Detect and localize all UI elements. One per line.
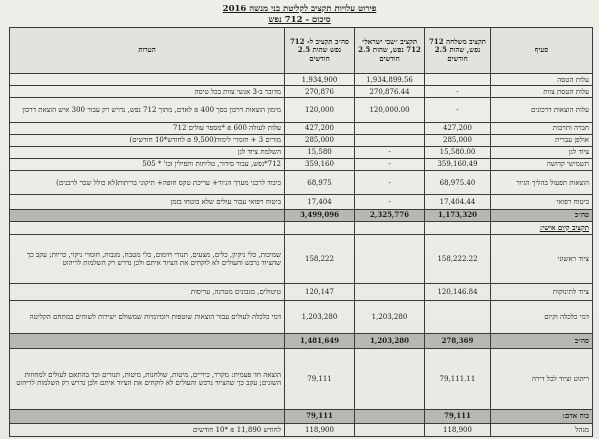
section-label: תקציב קיום אישי: bbox=[491, 221, 593, 234]
cell-item: הוצאות תפעול בהליך הגיור bbox=[491, 171, 593, 195]
cell-notes: דמי כלכלה לעולים עבור הוצאות שוטפות ויומיומיות שמשולם ישירות לשוהים במתחם הקליטה bbox=[10, 301, 285, 334]
cell-gov: 285,000 bbox=[425, 134, 491, 146]
subtotal-row bbox=[10, 334, 593, 348]
subtotal-notes bbox=[10, 410, 285, 423]
cell-shavei: 1,934,899.56 bbox=[355, 74, 425, 86]
document-title: פירוט עלויות תקציב לקליטת בני מנשה 2016 bbox=[222, 4, 377, 14]
cell-total: 79,111 bbox=[285, 348, 355, 410]
table-row bbox=[10, 86, 593, 98]
cell-gov bbox=[425, 301, 491, 334]
cell-item: חברה ותרבות bbox=[491, 122, 593, 134]
cell-item: ציוד לגן bbox=[491, 146, 593, 158]
cell-item: עלות הוצאות דרכונים bbox=[491, 98, 593, 122]
cell-gov: 118,900 bbox=[425, 423, 491, 436]
cell-notes bbox=[10, 74, 285, 86]
cell-notes: טיטולים, מגבונים מטרנה, עריסות bbox=[10, 283, 285, 301]
table-row bbox=[10, 122, 593, 134]
cell-shavei: 1,203,280 bbox=[355, 301, 425, 334]
cell-total: 68,975 bbox=[285, 171, 355, 195]
cell-total: 1,203,280 bbox=[285, 301, 355, 334]
subtotal-label: סה״כ bbox=[491, 209, 593, 221]
cell-gov: 15,580.00 bbox=[425, 146, 491, 158]
cell-notes: מורים 3 + חומרי לימוד(9,500 ₪ לחודש*10 חודשים) bbox=[10, 134, 285, 146]
section-header-row bbox=[10, 221, 593, 234]
cell-total: 1,934,900 bbox=[285, 74, 355, 86]
subtotal-notes bbox=[10, 209, 285, 221]
table-row bbox=[10, 134, 593, 146]
cell-total: 120,147 bbox=[285, 283, 355, 301]
cell-shavei bbox=[355, 423, 425, 436]
table-row bbox=[10, 158, 593, 170]
subtotal-shavei: 2,325,776 bbox=[355, 209, 425, 221]
cell-gov: 68,975.40 bbox=[425, 171, 491, 195]
subtotal-total: 79,111 bbox=[285, 410, 355, 423]
cell-shavei: - bbox=[355, 146, 425, 158]
header-gov: תקציב משלחה 712 נפש, שהות 2.5 חודשים bbox=[425, 28, 491, 74]
subtotal-shavei: 1,203,280 bbox=[355, 334, 425, 348]
cell-gov: 359,160.49 bbox=[425, 158, 491, 170]
table-row bbox=[10, 146, 593, 158]
cell-notes: הוצאה חד פעמית: מקרר, כיריים, מיטות, שולחנות, מיטות, תנורים וכד בהתאם לעולים למחוזות השונים; עקב כך שהציוד נרכש והעולים לא לוקחים את הציוד איתם ולכן נדרש רק השלמות לריהוט bbox=[10, 348, 285, 410]
cell-notes: לחודש 11,890 ₪ *10 חודשים bbox=[10, 423, 285, 436]
subtotal-row bbox=[10, 410, 593, 423]
cell-gov: 17,404.44 bbox=[425, 195, 491, 209]
cell-total: 118,900 bbox=[285, 423, 355, 436]
table-row bbox=[10, 283, 593, 301]
cell-total: 15,580 bbox=[285, 146, 355, 158]
cell-notes: ביטוח רפואי עבור עולים שלא בוטחו בזמן bbox=[10, 195, 285, 209]
cell-notes: מימון הוצאות דרכון בסך 400 ₪ לאדם, מתוך 712 נפש, נדרש רק עבור 300 איש הוצאת דרכון bbox=[10, 98, 285, 122]
table-header-row bbox=[10, 28, 593, 74]
cell-shavei: - bbox=[355, 158, 425, 170]
subtotal-total: 1,481,649 bbox=[285, 334, 355, 348]
cell-total: 270,876 bbox=[285, 86, 355, 98]
cell-shavei bbox=[355, 348, 425, 410]
budget-table bbox=[9, 27, 593, 437]
cell-shavei: - bbox=[355, 195, 425, 209]
cell-item: ריהוט וציוד לכל דירה bbox=[491, 348, 593, 410]
subtotal-shavei bbox=[355, 410, 425, 423]
cell-shavei: 270,876.44 bbox=[355, 86, 425, 98]
subtotal-label: סה״כ bbox=[491, 334, 593, 348]
table-row bbox=[10, 234, 593, 283]
cell-gov: 120,146.84 bbox=[425, 283, 491, 301]
document-subtitle: סיכום - 712 נפש bbox=[268, 15, 331, 25]
cell-notes: 712*נפש, עבור סידור, טליתות ותפילין וכו' * 505 bbox=[10, 158, 285, 170]
table-row bbox=[10, 195, 593, 209]
cell-item: ציוד לתינוקות bbox=[491, 283, 593, 301]
cell-item: מנהל bbox=[491, 423, 593, 436]
table-row bbox=[10, 74, 593, 86]
cell-notes: מדובר ב-3 אנשי צוות בכל טיסה bbox=[10, 86, 285, 98]
cell-shavei bbox=[355, 283, 425, 301]
cell-item: דמי כלכלה וקיום bbox=[491, 301, 593, 334]
cell-item: ביטוח רפואי bbox=[491, 195, 593, 209]
cell-shavei bbox=[355, 234, 425, 283]
subtotal-row bbox=[10, 209, 593, 221]
cell-shavei bbox=[355, 134, 425, 146]
cell-gov: 427,200 bbox=[425, 122, 491, 134]
cell-notes: השלמת ציוד לגן bbox=[10, 146, 285, 158]
cell-total: 427,200 bbox=[285, 122, 355, 134]
header-total: סה״כ תקציב ל- 712 נפש שהות 2.5 חודשים bbox=[285, 28, 355, 74]
subtotal-gov: 278,369 bbox=[425, 334, 491, 348]
cell-notes: כיבוד לרבני מערך הגיור+ עריכת טקס חופה+ תיקוני בריתות(לא כולל שכר לרבנים) bbox=[10, 171, 285, 195]
cell-gov: 79,111.11 bbox=[425, 348, 491, 410]
cell-item: עלות הטסה bbox=[491, 74, 593, 86]
cell-total: 285,000 bbox=[285, 134, 355, 146]
table-row bbox=[10, 171, 593, 195]
cell-shavei bbox=[355, 122, 425, 134]
header-item: סעיף bbox=[491, 28, 593, 74]
table-row bbox=[10, 348, 593, 410]
header-shavei: תקציב ״שבי ישראל״ 712 נפש, שהות 2.5 חודשים bbox=[355, 28, 425, 74]
subtotal-gov: 79,111 bbox=[425, 410, 491, 423]
cell-gov bbox=[425, 74, 491, 86]
cell-shavei: - bbox=[355, 171, 425, 195]
cell-gov: - bbox=[425, 98, 491, 122]
cell-notes: עלות לעולה 600 ₪ *מספר עולים 712 bbox=[10, 122, 285, 134]
cell-item: עלות הטסת צוות bbox=[491, 86, 593, 98]
cell-gov: - bbox=[425, 86, 491, 98]
cell-notes: שמיכות, כלי ניקיון, כלים, מצעים, תנורי חימום, כלי מטבח, מגבות, חומרי ניקוי, כריות; עקב כך שהציוד נרכש והעולים לא לוקחים את הציוד איתם ולכן נדרש רק השלמות לריהוט bbox=[10, 234, 285, 283]
cell-item: ציוד ראשוני bbox=[491, 234, 593, 283]
cell-gov: 158,222.22 bbox=[425, 234, 491, 283]
cell-total: 359,160 bbox=[285, 158, 355, 170]
cell-total: 120,000 bbox=[285, 98, 355, 122]
cell-total: 158,222 bbox=[285, 234, 355, 283]
subtotal-gov: 1,173,320 bbox=[425, 209, 491, 221]
table-row bbox=[10, 98, 593, 122]
table-row bbox=[10, 423, 593, 436]
table-row bbox=[10, 301, 593, 334]
subtotal-total: 3,499,096 bbox=[285, 209, 355, 221]
header-notes: הערות bbox=[10, 28, 285, 74]
cell-shavei: 120,000.00 bbox=[355, 98, 425, 122]
subtotal-notes bbox=[10, 334, 285, 348]
subtotal-label: כוח אדם: bbox=[491, 410, 593, 423]
cell-total: 17,404 bbox=[285, 195, 355, 209]
cell-item: אולפן עברית bbox=[491, 134, 593, 146]
cell-item: תשמישי קדושה bbox=[491, 158, 593, 170]
